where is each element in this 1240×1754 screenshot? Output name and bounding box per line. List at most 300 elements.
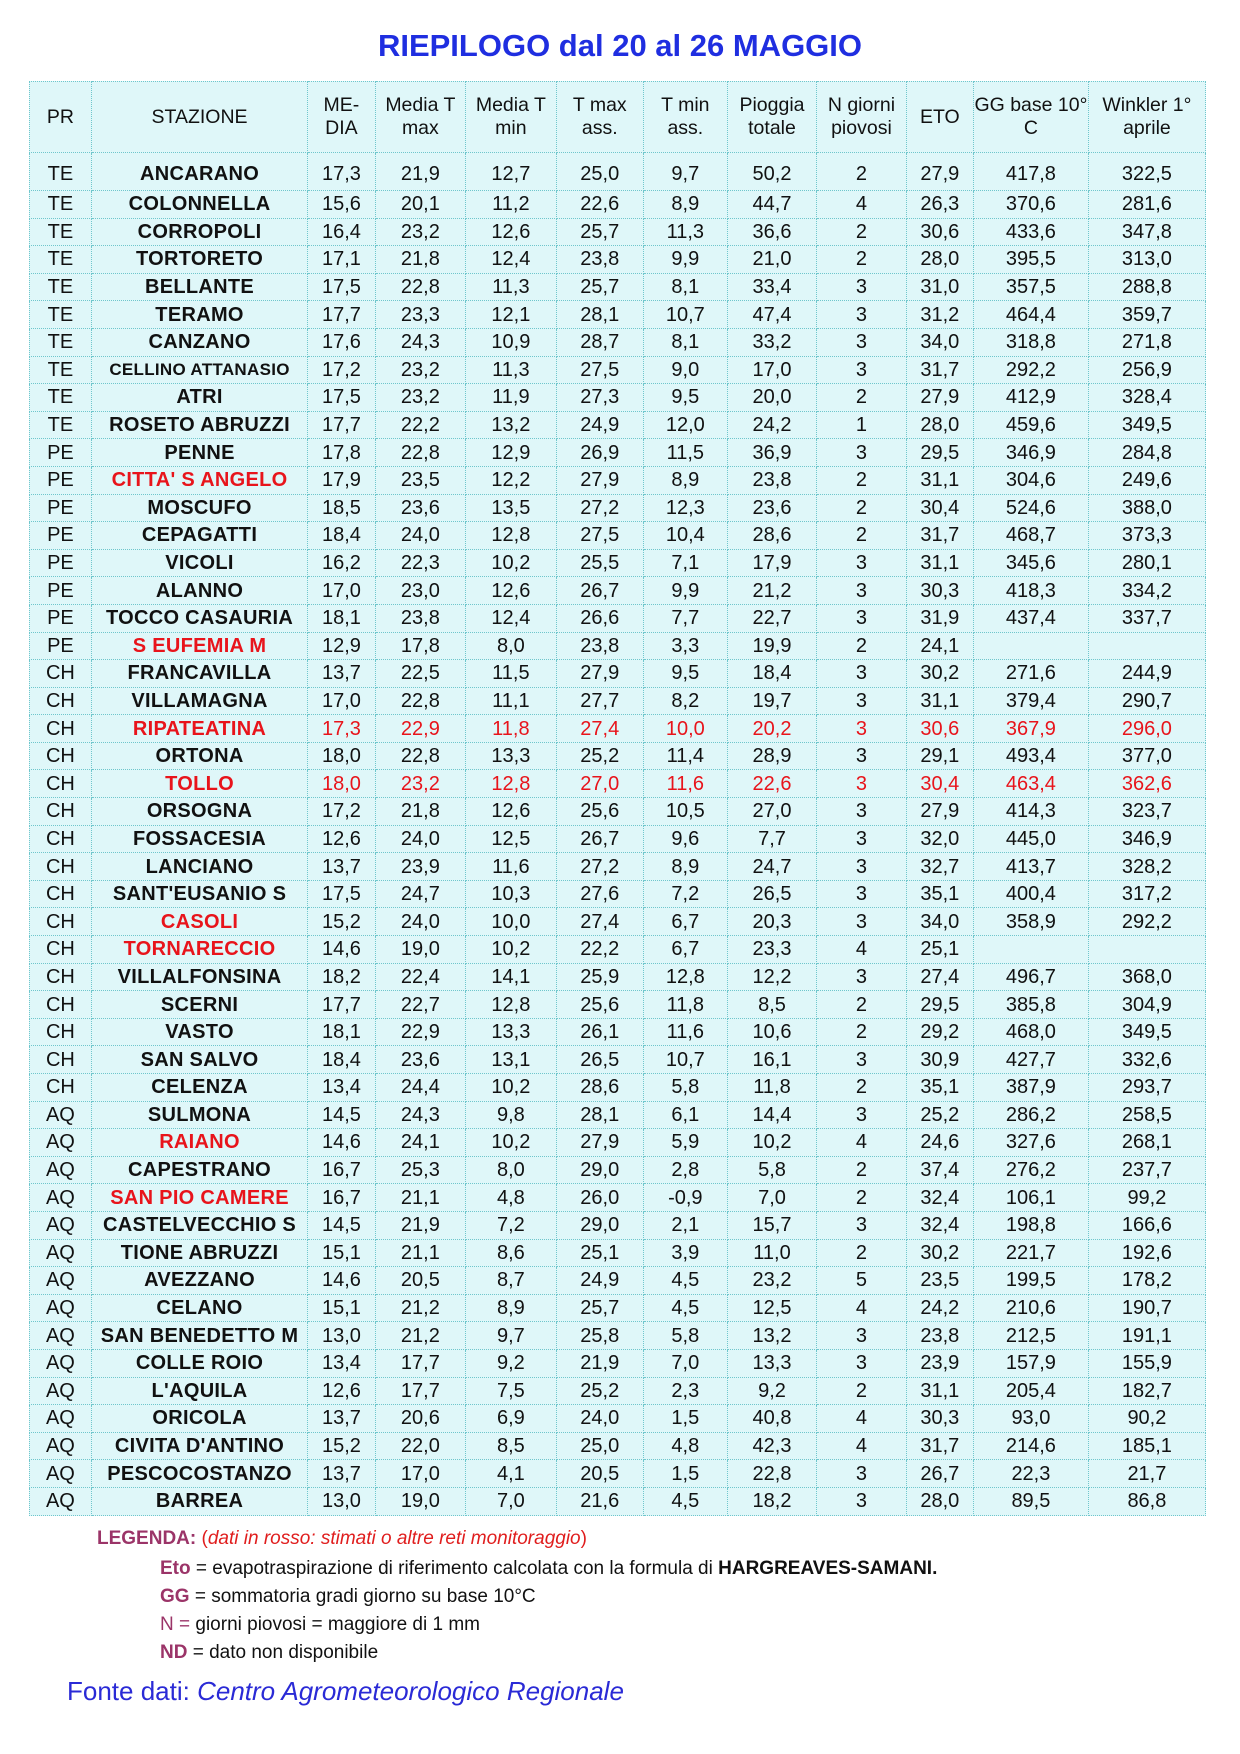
- legend-key: Eto: [160, 1558, 191, 1579]
- cell-tmin-ass: 7,1: [643, 549, 727, 577]
- cell-gg-base: 417,8: [974, 153, 1089, 191]
- cell-eto: 27,4: [906, 963, 973, 991]
- cell-pr: AQ: [30, 1184, 92, 1212]
- cell-media: 17,0: [308, 687, 375, 715]
- cell-media: 15,1: [308, 1239, 375, 1267]
- cell-tmax-ass: 27,6: [556, 880, 643, 908]
- table-row: [30, 1294, 1206, 1322]
- cell-tmin-ass: 10,7: [643, 301, 727, 329]
- cell-gg-base: [974, 632, 1089, 660]
- table-row: [30, 494, 1206, 522]
- cell-media-tmin: 12,9: [466, 439, 557, 467]
- table-row: [30, 1377, 1206, 1405]
- cell-pioggia-totale: 23,2: [727, 1267, 816, 1295]
- cell-pioggia-totale: 20,0: [727, 384, 816, 412]
- cell-giorni-piovosi: 3: [817, 687, 906, 715]
- cell-pr: TE: [30, 384, 92, 412]
- cell-gg-base: 418,3: [974, 577, 1089, 605]
- cell-tmin-ass: 8,1: [643, 273, 727, 301]
- cell-pioggia-totale: 19,7: [727, 687, 816, 715]
- cell-media-tmax: 24,7: [375, 880, 466, 908]
- cell-giorni-piovosi: 2: [817, 1239, 906, 1267]
- cell-station: MOSCUFO: [91, 494, 307, 522]
- cell-media-tmin: 13,5: [466, 494, 557, 522]
- header-media-tmin: Media T min: [466, 82, 557, 153]
- cell-media-tmax: 23,5: [375, 466, 466, 494]
- cell-pioggia-totale: 24,7: [727, 853, 816, 881]
- cell-media: 17,1: [308, 246, 375, 274]
- cell-pr: AQ: [30, 1349, 92, 1377]
- cell-winkler: 293,7: [1088, 1074, 1205, 1102]
- table-row: [30, 770, 1206, 798]
- cell-media-tmax: 21,1: [375, 1239, 466, 1267]
- cell-winkler: 271,8: [1088, 328, 1205, 356]
- table-row: [30, 549, 1206, 577]
- table-row: [30, 991, 1206, 1019]
- cell-station: ROSETO ABRUZZI: [91, 411, 307, 439]
- cell-giorni-piovosi: 3: [817, 880, 906, 908]
- cell-media-tmin: 11,3: [466, 273, 557, 301]
- cell-tmax-ass: 27,7: [556, 687, 643, 715]
- cell-tmax-ass: 21,9: [556, 1349, 643, 1377]
- cell-station: VILLAMAGNA: [91, 687, 307, 715]
- cell-station: AVEZZANO: [91, 1267, 307, 1295]
- cell-gg-base: 459,6: [974, 411, 1089, 439]
- cell-gg-base: 271,6: [974, 660, 1089, 688]
- cell-station: ORICOLA: [91, 1405, 307, 1433]
- cell-media-tmax: 22,8: [375, 439, 466, 467]
- table-row: [30, 1211, 1206, 1239]
- cell-tmax-ass: 25,0: [556, 1432, 643, 1460]
- cell-tmin-ass: 12,3: [643, 494, 727, 522]
- cell-pioggia-totale: 40,8: [727, 1405, 816, 1433]
- cell-gg-base: 221,7: [974, 1239, 1089, 1267]
- cell-media-tmin: 10,2: [466, 549, 557, 577]
- cell-media-tmin: 12,4: [466, 604, 557, 632]
- cell-media-tmin: 4,1: [466, 1460, 557, 1488]
- table-row: [30, 825, 1206, 853]
- cell-pioggia-totale: 7,0: [727, 1184, 816, 1212]
- cell-media-tmin: 10,2: [466, 1074, 557, 1102]
- cell-pr: PE: [30, 604, 92, 632]
- cell-giorni-piovosi: 4: [817, 1405, 906, 1433]
- cell-station: TORNARECCIO: [91, 936, 307, 964]
- cell-tmax-ass: 26,7: [556, 825, 643, 853]
- cell-media-tmax: 23,2: [375, 384, 466, 412]
- cell-media-tmin: 12,2: [466, 466, 557, 494]
- cell-winkler: 166,6: [1088, 1211, 1205, 1239]
- cell-station: CANZANO: [91, 328, 307, 356]
- cell-media: 13,7: [308, 1405, 375, 1433]
- cell-tmin-ass: 7,0: [643, 1349, 727, 1377]
- cell-media-tmax: 24,1: [375, 1129, 466, 1157]
- cell-media-tmax: 22,8: [375, 273, 466, 301]
- cell-media: 14,6: [308, 936, 375, 964]
- cell-eto: 30,4: [906, 770, 973, 798]
- cell-pioggia-totale: 27,0: [727, 798, 816, 826]
- cell-giorni-piovosi: 3: [817, 356, 906, 384]
- cell-pr: AQ: [30, 1405, 92, 1433]
- cell-tmax-ass: 20,5: [556, 1460, 643, 1488]
- cell-winkler: 362,6: [1088, 770, 1205, 798]
- cell-media: 17,7: [308, 411, 375, 439]
- cell-eto: 24,6: [906, 1129, 973, 1157]
- cell-station: CELANO: [91, 1294, 307, 1322]
- cell-tmax-ass: 27,5: [556, 522, 643, 550]
- cell-giorni-piovosi: 3: [817, 770, 906, 798]
- cell-winkler: 377,0: [1088, 742, 1205, 770]
- cell-giorni-piovosi: 2: [817, 1074, 906, 1102]
- cell-media-tmin: 7,2: [466, 1211, 557, 1239]
- legend-close-paren: ): [580, 1528, 587, 1549]
- cell-media: 12,6: [308, 825, 375, 853]
- cell-tmax-ass: 23,8: [556, 246, 643, 274]
- cell-eto: 30,6: [906, 218, 973, 246]
- cell-winkler: 290,7: [1088, 687, 1205, 715]
- cell-tmin-ass: 11,6: [643, 770, 727, 798]
- weather-summary-table: [29, 81, 1206, 1516]
- cell-pr: CH: [30, 715, 92, 743]
- cell-media-tmax: 17,8: [375, 632, 466, 660]
- cell-media-tmax: 22,3: [375, 549, 466, 577]
- cell-pr: CH: [30, 770, 92, 798]
- cell-media: 15,2: [308, 1432, 375, 1460]
- cell-pr: CH: [30, 1074, 92, 1102]
- table-row: [30, 439, 1206, 467]
- cell-pr: AQ: [30, 1156, 92, 1184]
- cell-giorni-piovosi: 3: [817, 853, 906, 881]
- cell-eto: 25,2: [906, 1101, 973, 1129]
- cell-station: PENNE: [91, 439, 307, 467]
- cell-media: 18,0: [308, 770, 375, 798]
- cell-pioggia-totale: 10,2: [727, 1129, 816, 1157]
- table-row: [30, 742, 1206, 770]
- table-row: [30, 356, 1206, 384]
- cell-tmax-ass: 25,7: [556, 273, 643, 301]
- cell-pr: PE: [30, 466, 92, 494]
- cell-pioggia-totale: 44,7: [727, 191, 816, 219]
- cell-eto: 34,0: [906, 908, 973, 936]
- cell-giorni-piovosi: 2: [817, 1018, 906, 1046]
- cell-winkler: 281,6: [1088, 191, 1205, 219]
- cell-media-tmin: 8,9: [466, 1294, 557, 1322]
- table-row: [30, 246, 1206, 274]
- cell-winkler: 347,8: [1088, 218, 1205, 246]
- cell-station: TIONE ABRUZZI: [91, 1239, 307, 1267]
- cell-media: 16,4: [308, 218, 375, 246]
- cell-media-tmin: 13,3: [466, 1018, 557, 1046]
- cell-eto: 31,2: [906, 301, 973, 329]
- cell-tmin-ass: 6,1: [643, 1101, 727, 1129]
- cell-gg-base: 433,6: [974, 218, 1089, 246]
- cell-media-tmin: 10,9: [466, 328, 557, 356]
- cell-pr: CH: [30, 991, 92, 1019]
- cell-station: COLLE ROIO: [91, 1349, 307, 1377]
- cell-eto: 25,1: [906, 936, 973, 964]
- cell-gg-base: 385,8: [974, 991, 1089, 1019]
- cell-giorni-piovosi: 3: [817, 908, 906, 936]
- cell-eto: 28,0: [906, 411, 973, 439]
- cell-station: FOSSACESIA: [91, 825, 307, 853]
- cell-pr: CH: [30, 936, 92, 964]
- cell-media-tmax: 21,8: [375, 246, 466, 274]
- cell-media-tmin: 11,8: [466, 715, 557, 743]
- table-row: [30, 1046, 1206, 1074]
- cell-station: ORSOGNA: [91, 798, 307, 826]
- cell-pioggia-totale: 26,5: [727, 880, 816, 908]
- cell-tmax-ass: 27,9: [556, 466, 643, 494]
- cell-station: ATRI: [91, 384, 307, 412]
- cell-giorni-piovosi: 3: [817, 1046, 906, 1074]
- cell-tmin-ass: 11,3: [643, 218, 727, 246]
- cell-tmin-ass: 11,6: [643, 1018, 727, 1046]
- cell-tmin-ass: 5,8: [643, 1322, 727, 1350]
- cell-pioggia-totale: 16,1: [727, 1046, 816, 1074]
- cell-tmax-ass: 28,1: [556, 301, 643, 329]
- cell-media-tmin: 7,5: [466, 1377, 557, 1405]
- header-tmax-ass: T max ass.: [556, 82, 643, 153]
- cell-tmin-ass: 1,5: [643, 1460, 727, 1488]
- cell-eto: 32,7: [906, 853, 973, 881]
- cell-winkler: 244,9: [1088, 660, 1205, 688]
- table-row: [30, 1405, 1206, 1433]
- cell-giorni-piovosi: 4: [817, 1294, 906, 1322]
- cell-pr: PE: [30, 549, 92, 577]
- cell-media-tmin: 12,6: [466, 218, 557, 246]
- cell-eto: 24,2: [906, 1294, 973, 1322]
- cell-tmin-ass: 8,9: [643, 466, 727, 494]
- cell-winkler: 182,7: [1088, 1377, 1205, 1405]
- cell-tmin-ass: 4,5: [643, 1267, 727, 1295]
- cell-media-tmax: 24,0: [375, 825, 466, 853]
- cell-tmax-ass: 26,0: [556, 1184, 643, 1212]
- cell-media: 18,4: [308, 522, 375, 550]
- table-row: [30, 1129, 1206, 1157]
- cell-media-tmax: 22,0: [375, 1432, 466, 1460]
- cell-media-tmax: 20,5: [375, 1267, 466, 1295]
- legend-item-eto: [160, 1558, 937, 1580]
- cell-pioggia-totale: 22,7: [727, 604, 816, 632]
- cell-gg-base: 387,9: [974, 1074, 1089, 1102]
- cell-media: 17,3: [308, 715, 375, 743]
- cell-pr: TE: [30, 246, 92, 274]
- cell-eto: 29,2: [906, 1018, 973, 1046]
- cell-eto: 32,4: [906, 1211, 973, 1239]
- cell-pioggia-totale: 18,4: [727, 660, 816, 688]
- cell-media-tmax: 20,6: [375, 1405, 466, 1433]
- cell-tmax-ass: 27,9: [556, 660, 643, 688]
- cell-media-tmin: 10,2: [466, 936, 557, 964]
- cell-gg-base: 345,6: [974, 549, 1089, 577]
- table-row: [30, 1432, 1206, 1460]
- cell-gg-base: 199,5: [974, 1267, 1089, 1295]
- cell-tmax-ass: 22,6: [556, 191, 643, 219]
- cell-tmin-ass: 5,9: [643, 1129, 727, 1157]
- cell-gg-base: 292,2: [974, 356, 1089, 384]
- cell-giorni-piovosi: 3: [817, 660, 906, 688]
- cell-giorni-piovosi: 1: [817, 411, 906, 439]
- legend-key: GG: [160, 1586, 190, 1607]
- cell-media: 13,0: [308, 1322, 375, 1350]
- cell-tmax-ass: 29,0: [556, 1211, 643, 1239]
- legend-open-paren: (: [201, 1528, 208, 1549]
- cell-pr: TE: [30, 218, 92, 246]
- cell-pioggia-totale: 42,3: [727, 1432, 816, 1460]
- cell-pioggia-totale: 33,2: [727, 328, 816, 356]
- table-row: [30, 1018, 1206, 1046]
- cell-station: TOLLO: [91, 770, 307, 798]
- cell-tmin-ass: 3,9: [643, 1239, 727, 1267]
- cell-winkler: 322,5: [1088, 153, 1205, 191]
- cell-media-tmax: 23,2: [375, 218, 466, 246]
- cell-pioggia-totale: 8,5: [727, 991, 816, 1019]
- cell-eto: 27,9: [906, 384, 973, 412]
- legend-note: dati in rosso: stimati o altre reti monitoraggio: [207, 1528, 581, 1549]
- cell-media-tmin: 14,1: [466, 963, 557, 991]
- cell-winkler: 86,8: [1088, 1487, 1205, 1515]
- cell-pr: TE: [30, 328, 92, 356]
- legend-key: ND: [160, 1642, 188, 1663]
- cell-tmax-ass: 25,2: [556, 742, 643, 770]
- cell-winkler: 328,4: [1088, 384, 1205, 412]
- cell-media-tmax: 24,3: [375, 1101, 466, 1129]
- cell-pr: AQ: [30, 1377, 92, 1405]
- cell-giorni-piovosi: 4: [817, 1432, 906, 1460]
- cell-media: 16,7: [308, 1156, 375, 1184]
- cell-gg-base: 445,0: [974, 825, 1089, 853]
- cell-winkler: 292,2: [1088, 908, 1205, 936]
- cell-media: 17,6: [308, 328, 375, 356]
- cell-media-tmin: 12,4: [466, 246, 557, 274]
- cell-tmin-ass: 9,0: [643, 356, 727, 384]
- cell-tmin-ass: 11,4: [643, 742, 727, 770]
- cell-media: 14,5: [308, 1211, 375, 1239]
- cell-media-tmin: 11,5: [466, 660, 557, 688]
- cell-gg-base: 400,4: [974, 880, 1089, 908]
- cell-media-tmax: 24,3: [375, 328, 466, 356]
- cell-media-tmax: 22,8: [375, 687, 466, 715]
- cell-giorni-piovosi: 3: [817, 439, 906, 467]
- cell-winkler: 190,7: [1088, 1294, 1205, 1322]
- cell-eto: 31,7: [906, 522, 973, 550]
- cell-pr: CH: [30, 963, 92, 991]
- cell-media-tmin: 9,7: [466, 1322, 557, 1350]
- cell-gg-base: 198,8: [974, 1211, 1089, 1239]
- cell-giorni-piovosi: 2: [817, 522, 906, 550]
- cell-media: 14,6: [308, 1129, 375, 1157]
- cell-eto: 27,9: [906, 798, 973, 826]
- cell-eto: 32,0: [906, 825, 973, 853]
- cell-pioggia-totale: 12,5: [727, 1294, 816, 1322]
- legend-bold: HARGREAVES-SAMANI.: [718, 1558, 938, 1579]
- cell-winkler: 155,9: [1088, 1349, 1205, 1377]
- cell-giorni-piovosi: 3: [817, 742, 906, 770]
- cell-gg-base: 318,8: [974, 328, 1089, 356]
- cell-media: 12,6: [308, 1377, 375, 1405]
- cell-pioggia-totale: 20,3: [727, 908, 816, 936]
- cell-station: S EUFEMIA M: [91, 632, 307, 660]
- cell-tmax-ass: 26,7: [556, 577, 643, 605]
- cell-media: 14,5: [308, 1101, 375, 1129]
- cell-station: COLONNELLA: [91, 191, 307, 219]
- cell-tmax-ass: 27,0: [556, 770, 643, 798]
- cell-winkler: 359,7: [1088, 301, 1205, 329]
- cell-station: ANCARANO: [91, 153, 307, 191]
- cell-pioggia-totale: 11,0: [727, 1239, 816, 1267]
- cell-gg-base: 304,6: [974, 466, 1089, 494]
- cell-pr: AQ: [30, 1294, 92, 1322]
- table-row: [30, 466, 1206, 494]
- cell-tmax-ass: 25,1: [556, 1239, 643, 1267]
- header-winkler: Winkler 1° aprile: [1088, 82, 1205, 153]
- table-row: [30, 1101, 1206, 1129]
- cell-pioggia-totale: 13,2: [727, 1322, 816, 1350]
- cell-tmax-ass: 25,5: [556, 549, 643, 577]
- cell-media: 13,4: [308, 1349, 375, 1377]
- cell-tmin-ass: -0,9: [643, 1184, 727, 1212]
- cell-station: VILLALFONSINA: [91, 963, 307, 991]
- cell-pioggia-totale: 19,9: [727, 632, 816, 660]
- cell-tmax-ass: 27,4: [556, 908, 643, 936]
- cell-giorni-piovosi: 3: [817, 963, 906, 991]
- cell-media-tmin: 13,2: [466, 411, 557, 439]
- cell-pr: CH: [30, 1018, 92, 1046]
- cell-media: 13,7: [308, 853, 375, 881]
- header-media-tmax: Media T max: [375, 82, 466, 153]
- cell-tmax-ass: 29,0: [556, 1156, 643, 1184]
- cell-pioggia-totale: 13,3: [727, 1349, 816, 1377]
- table-row: [30, 632, 1206, 660]
- table-row: [30, 153, 1206, 191]
- table-row: [30, 1267, 1206, 1295]
- cell-media-tmax: 17,7: [375, 1349, 466, 1377]
- cell-gg-base: 276,2: [974, 1156, 1089, 1184]
- legend-heading: [97, 1528, 587, 1550]
- cell-station: TERAMO: [91, 301, 307, 329]
- cell-pr: TE: [30, 273, 92, 301]
- cell-media-tmin: 11,6: [466, 853, 557, 881]
- cell-winkler: 90,2: [1088, 1405, 1205, 1433]
- header-pr: PR: [30, 82, 92, 153]
- source-label: Fonte dati:: [67, 1676, 198, 1706]
- cell-gg-base: 468,0: [974, 1018, 1089, 1046]
- cell-winkler: 388,0: [1088, 494, 1205, 522]
- cell-media-tmax: 21,9: [375, 153, 466, 191]
- cell-giorni-piovosi: 3: [817, 1322, 906, 1350]
- cell-pr: CH: [30, 742, 92, 770]
- cell-media: 17,5: [308, 880, 375, 908]
- cell-eto: 27,9: [906, 153, 973, 191]
- table-row: [30, 936, 1206, 964]
- cell-tmax-ass: 28,6: [556, 1074, 643, 1102]
- cell-tmax-ass: 25,7: [556, 218, 643, 246]
- cell-media-tmax: 21,9: [375, 1211, 466, 1239]
- cell-giorni-piovosi: 3: [817, 715, 906, 743]
- cell-pr: AQ: [30, 1211, 92, 1239]
- cell-station: VASTO: [91, 1018, 307, 1046]
- cell-tmax-ass: 25,6: [556, 991, 643, 1019]
- cell-giorni-piovosi: 3: [817, 825, 906, 853]
- table-row: [30, 1239, 1206, 1267]
- cell-media: 14,6: [308, 1267, 375, 1295]
- legend-label: LEGENDA:: [97, 1528, 197, 1549]
- cell-media-tmin: 12,8: [466, 991, 557, 1019]
- cell-winkler: 280,1: [1088, 549, 1205, 577]
- cell-pioggia-totale: 17,0: [727, 356, 816, 384]
- cell-eto: 23,8: [906, 1322, 973, 1350]
- cell-pioggia-totale: 23,8: [727, 466, 816, 494]
- cell-pr: CH: [30, 1046, 92, 1074]
